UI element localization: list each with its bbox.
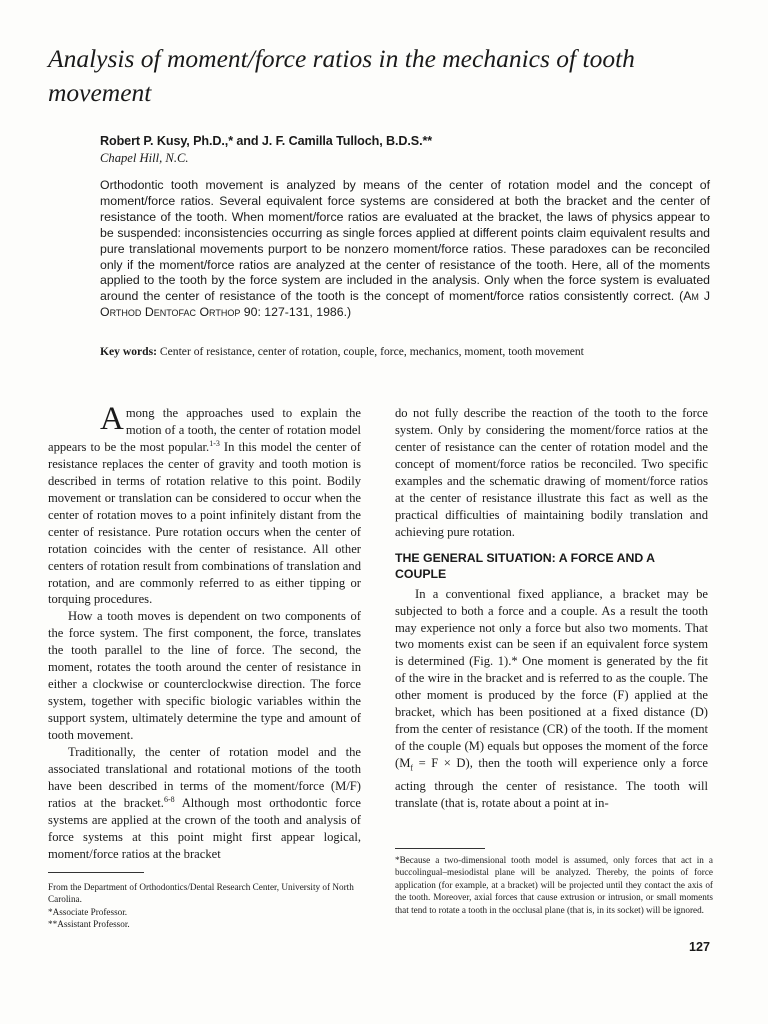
column-left <box>48 401 361 863</box>
paragraph-text: Although most orthodontic force systems are applied at the crown of the tooth and analysis of force systems at this point might first appear logical, moment/force ratios at the bracket <box>48 795 361 861</box>
page-number: 127 <box>688 940 710 954</box>
paragraph: do not fully describe the reaction of the tooth to the force system. Only by considering the moment/force ratios at the center of resistance can the center of rotation model and the concept of moment/force ratios be reconciled. Two specific examples and the schematic drawing of moment/force ratios at the center of resistance illustrate this fact as well as the practical difficulties of maintaining bodily translation and achieving pure rotation. <box>395 406 708 539</box>
author-line: Robert P. Kusy, Ph.D.,* and J. F. Camilla Tulloch, B.D.S.** <box>100 134 433 148</box>
footnote-divider <box>48 872 144 873</box>
footnote-divider <box>395 848 485 849</box>
abstract-body: Orthodontic tooth movement is analyzed by means of the center of rotation model and the concept of moment/force ratios. Several equivalent force systems are considered at both the bracket and the center of resistance of the tooth. When moment/force ratios are evaluated at the bracket, the laws of physics appear to be suspended: inconsistencies occurring as single forces applied at different points claim equivalent results and pure translational movements purport to be nonzero moment/force ratios. These paradoxes can be reconciled only if the moment/force ratios are analyzed at the center of resistance of the tooth. Here, all of the moments applied to the tooth by the force system are included in the analysis. Only when the force system is evaluated around the center of resistance of the tooth is the concept of moment/force ratios consistently correct. ( <box>100 178 710 304</box>
keywords-label: Key words: <box>100 345 157 358</box>
keywords <box>100 345 720 358</box>
drop-cap: A <box>100 401 124 437</box>
paragraph-text: = F × D), then the tooth will experience only a force acting through the center of resistance. The tooth will translate (that is, rotate about a point at in- <box>395 756 708 810</box>
paragraph-text: In this model the center of resistance replaces the center of gravity and tooth motion is described in terms of rotation relative to this point. Bodily movement or translation can be considered to occur when the center of rotation moves to a point infinitely distant from the center of resistance. Pure rotation occurs when the center of rotation coincides with the center of resistance. All other centers of rotation result from combinations of translation and rotation, and are commonly referred to as either tipping or torquing procedures. <box>48 439 361 607</box>
footnote-line: **Assistant Professor. <box>48 919 130 930</box>
paragraph-text: Traditionally, the center of rotation model and the associated translational and rotational motions of the tooth have been described in terms of the moment/force (M/F) ratios at the bracket. <box>48 745 361 810</box>
footnote-right: *Because a two-dimensional tooth model is assumed, only forces that act in a buccolingual–mesiodistal plane will be analyzed. Thereby, the points of force application (for example, at a bracket) will be projected until they contact the axis of the tooth. Moreover, axial forces that cause extrusion or intrusion, or small moments that tend to rotate a tooth in the occlusal plane (that is, in its socket) will be ignored. <box>395 855 713 915</box>
citation-superscript: 6-8 <box>163 794 175 804</box>
paragraph: How a tooth moves is dependent on two components of the force system. The first component, the force, translates the tooth parallel to the line of force. The second, the moment, rotates the tooth around the center of resistance in either a clockwise or counterclockwise direction. The force system, together with specific biologic variables within the support system, ultimately determine the type and amount of tooth movement. <box>48 609 361 743</box>
footnote-left <box>48 881 358 931</box>
abstract <box>100 178 710 321</box>
affiliation: Chapel Hill, N.C. <box>100 151 189 165</box>
citation-superscript: 1-3 <box>209 438 220 448</box>
paragraph <box>395 586 708 812</box>
section-heading: THE GENERAL SITUATION: A FORCE AND A COUPLE <box>395 550 655 581</box>
abstract-journal: Am J Orthod Dentofac Orthop <box>100 289 711 320</box>
column-right <box>395 405 708 812</box>
keywords-text: Center of resistance, center of rotation, couple, force, mechanics, moment, tooth movement <box>159 345 584 358</box>
paragraph <box>48 744 361 863</box>
paragraph-text: mong the approaches used to explain the motion of a tooth, the center of rotation model appears to be the most popular. <box>48 406 361 454</box>
footnote-line: *Associate Professor. <box>48 906 128 917</box>
paragraph-text: In a conventional fixed appliance, a bracket may be subjected to both a force and a couple. As a result the tooth may experience not only a force but also two moments. That two moments exist can be seen if an equivalent force system is determined (Fig. 1).* One moment is generated by the fit of the wire in the bracket and is referred to as the couple. The other moment is produced by the force (F) applied at the bracket, which has been positioned at a fixed distance (D) from the center of resistance (CR) of the tooth. If the moment of the couple (M) equals but opposes the moment of the force (M <box>395 586 708 771</box>
paragraph <box>48 401 361 608</box>
footnote-line: From the Department of Orthodontics/Dental Research Center, University of North Carolina. <box>48 882 354 905</box>
article-title: Analysis of moment/force ratios in the mechanics of tooth movement <box>48 44 635 107</box>
subscript: f <box>410 763 414 773</box>
abstract-citation: 90: 127-131, 1986.) <box>240 305 352 320</box>
